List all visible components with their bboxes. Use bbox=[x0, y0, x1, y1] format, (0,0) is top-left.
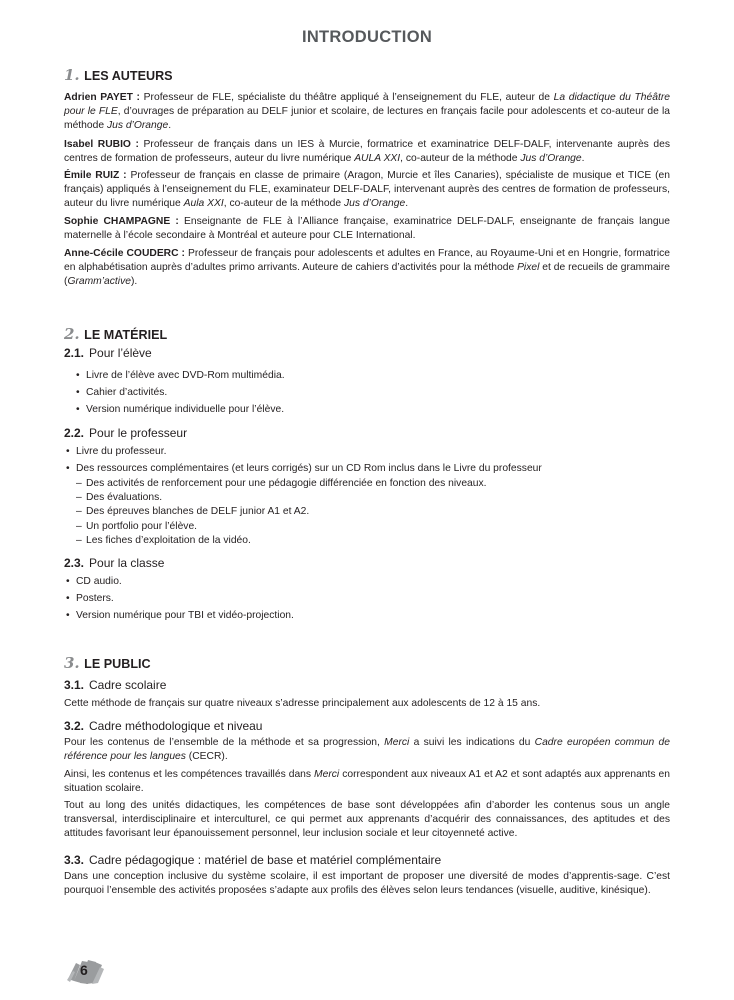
list-item: – Les fiches d’exploitation de la vidéo. bbox=[64, 534, 487, 548]
author-payet: Adrien PAYET : Professeur de FLE, spécialiste du théâtre appliqué à l’enseignement du FLE, auteur de La didactique du Théâtre pour le FLE, d’ouvrages de préparation au DELF junior et scolaire, de lectures en français facile pour adolescents et co-auteur de la méthode Jus d’Orange. bbox=[64, 92, 671, 131]
subsection-heading: 2.3. Pour la classe bbox=[64, 556, 165, 570]
student-material-list bbox=[64, 367, 285, 418]
paragraph: Dans une conception inclusive du système scolaire, il est important de proposer une diversité de modes d’apprentis-sage. C’est pourquoi l’ensemble des activités proposées s’adapte aux profils des élèves selon leurs tendances (visuelle, auditive, kinésique). bbox=[64, 871, 670, 896]
teacher-material-list bbox=[64, 443, 542, 477]
list-item: – Des épreuves blanches de DELF junior A1 et A2. bbox=[64, 505, 487, 519]
paragraph: Ainsi, les contenus et les compétences travaillés dans Merci correspondent aux niveaux A1 et A2 et sont adaptés aux apprenants en situation scolaire. bbox=[64, 769, 670, 794]
paragraph: Tout au long des unités didactiques, les compétences de base sont développées afin d’aborder les contenus sous un angle transversal, interdisciplinaire et interculturel, ce qui permet aux apprenants d’acquérir des connaissances, des aptitudes et des attitudes favorisant leur épanouissement personnel, leur inclusion sociale et leur citoyenneté active. bbox=[64, 800, 670, 839]
page-number-badge bbox=[66, 957, 106, 985]
list-item: • Livre du professeur. bbox=[64, 443, 542, 460]
subsection-heading: 2.2. Pour le professeur bbox=[64, 426, 188, 440]
list-item: – Un portfolio pour l’élève. bbox=[64, 520, 487, 534]
section-number: 2. bbox=[64, 325, 80, 343]
section-number: 1. bbox=[64, 66, 80, 84]
resource-sublist bbox=[64, 477, 487, 548]
author-champagne: Sophie CHAMPAGNE : Enseignante de FLE à l’Alliance française, examinatrice DELF-DALF, enseignante de français langue maternelle à l’école secondaire à Montréal et auteure pour CLE International. bbox=[64, 216, 670, 241]
list-item: • Version numérique pour TBI et vidéo-projection. bbox=[64, 607, 294, 624]
subsection-heading: 3.1. Cadre scolaire bbox=[64, 678, 167, 692]
page-title: INTRODUCTION bbox=[301, 28, 433, 46]
list-item: • Cahier d’activités. bbox=[64, 384, 285, 401]
section-heading-public: 3. LE PUBLIC bbox=[64, 654, 151, 672]
class-material-list bbox=[64, 573, 294, 624]
list-item: • Posters. bbox=[64, 590, 294, 607]
paragraph: Cette méthode de français sur quatre niveaux s’adresse principalement aux adolescents de 12 à 15 ans. bbox=[64, 698, 541, 709]
section-number: 3. bbox=[64, 654, 80, 672]
author-rubio: Isabel RUBIO : Professeur de français dans un IES à Murcie, formatrice et examinatrice DELF-DALF, intervenante auprès des centres de formation de professeurs, auteur du livre numérique AULA XXI, co-auteur de la méthode Jus d’Orange. bbox=[64, 139, 670, 164]
section-heading-material: 2. LE MATÉRIEL bbox=[64, 325, 168, 343]
list-item: • Livre de l’élève avec DVD-Rom multimédia. bbox=[64, 367, 285, 384]
subsection-heading: 3.3. Cadre pédagogique : matériel de base et matériel complémentaire bbox=[64, 853, 442, 867]
author-ruiz: Émile RUIZ : Professeur de français en classe de primaire (Aragon, Murcie et îles Canaries), spécialiste de musique et TICE (en français) appliqués à l’enseignement du FLE, examinateur DELF-DALF, intervenant auprès des centres de formation de professeurs, auteur du livre numérique Aula XXI, co-auteur de la méthode Jus d’Orange. bbox=[64, 170, 670, 209]
list-item: • Des ressources complémentaires (et leurs corrigés) sur un CD Rom inclus dans le Livre du professeur bbox=[64, 460, 542, 477]
list-item: – Des évaluations. bbox=[64, 491, 487, 505]
section-heading-authors: 1. LES AUTEURS bbox=[64, 66, 173, 84]
list-item: • CD audio. bbox=[64, 573, 294, 590]
list-item: – Des activités de renforcement pour une pédagogie différenciée en fonction des niveaux. bbox=[64, 477, 487, 491]
author-couderc: Anne-Cécile COUDERC : Professeur de français pour adolescents et adultes en France, au Royaume-Uni et en Hongrie, formatrice en alphabétisation auprès d’adultes primo arrivants. Auteure de cahiers d’activités pour la méthode Pixel et de recueils de grammaire (Gramm’active). bbox=[64, 248, 671, 287]
subsection-heading: 2.1. Pour l’élève bbox=[64, 346, 152, 360]
list-item: • Version numérique individuelle pour l’élève. bbox=[64, 401, 285, 418]
subsection-heading: 3.2. Cadre méthodologique et niveau bbox=[64, 719, 263, 733]
page-number: 6 bbox=[80, 962, 88, 978]
paragraph: Pour les contenus de l’ensemble de la méthode et sa progression, Merci a suivi les indications du Cadre européen commun de référence pour les langues (CECR). bbox=[64, 737, 670, 762]
